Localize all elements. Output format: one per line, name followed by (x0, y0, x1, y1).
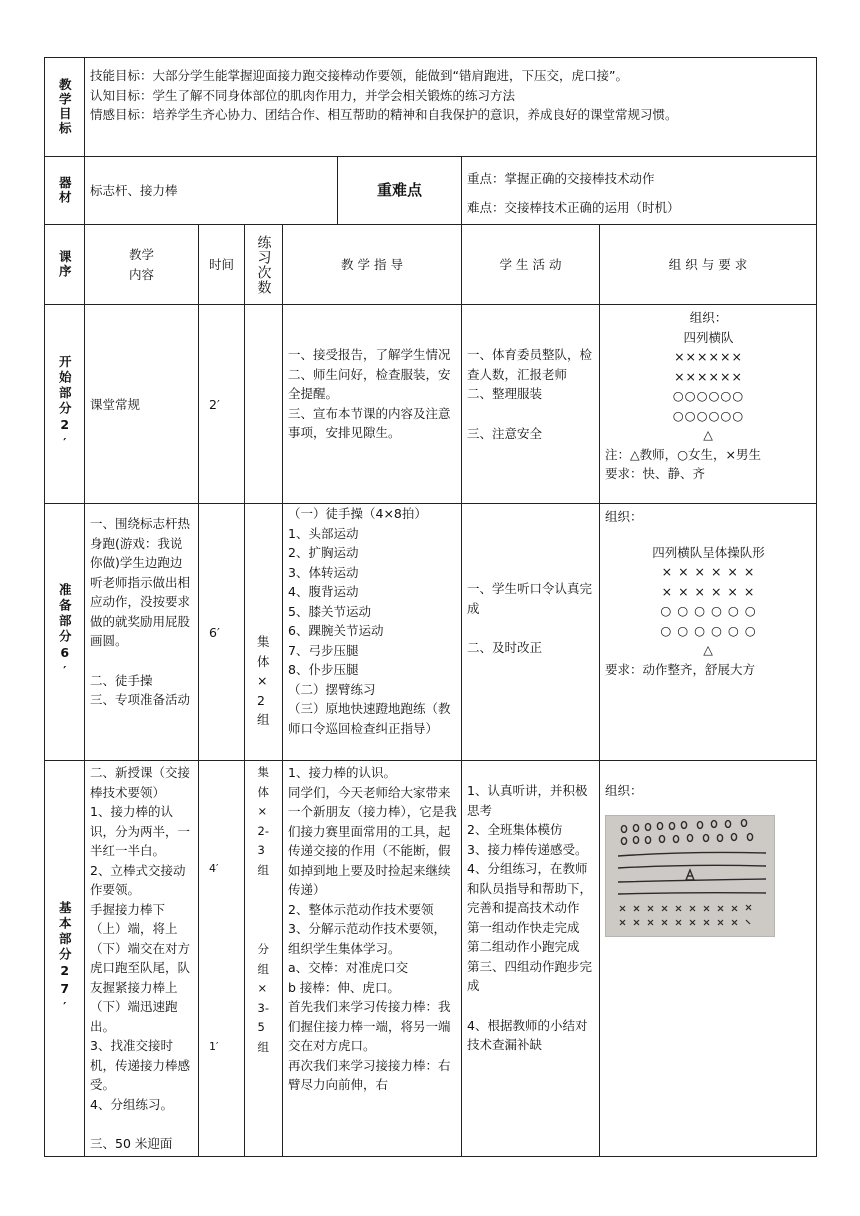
start-student-1: 一、体育委员整队，检查人数，汇报老师 (467, 347, 593, 382)
prep-guidance-item: 3、体转运动 (288, 564, 359, 580)
prep-guidance (283, 504, 462, 761)
prep-section-row (45, 504, 817, 761)
equipment-row (45, 157, 817, 225)
prep-formation-row: × × × × × × (661, 564, 756, 579)
col-content-line2: 内容 (128, 266, 154, 282)
prep-formation-teacher: △ (703, 642, 714, 657)
main-content-item: 三、50 米迎面 (90, 1136, 173, 1151)
prep-student-1: 一、学生听口令认真完成 (467, 581, 593, 616)
main-reps-1: 集体×2-3组 (257, 765, 269, 877)
main-content-item: 手握接力棒下（上）端，将上（下）端交在对方虎口跑至队尾，队友握紧接力棒上（下）端迅速跑出。 (90, 901, 191, 1034)
lesson-plan-table (44, 57, 817, 1157)
start-formation-teacher: △ (703, 427, 714, 442)
equipment-header (45, 157, 85, 225)
main-section-label-text: 基本部分27′ (57, 900, 73, 1017)
main-guidance-item: 3、分解示范动作技术要领，组织学生集体学习。 (288, 921, 446, 956)
prep-content (85, 504, 199, 761)
main-student-item: 第二组动作小跑完成 (467, 939, 580, 954)
prep-guidance-item: （三）原地快速蹬地跑练（教师口令巡回检查纠正指导） (288, 701, 451, 736)
start-content: 课堂常规 (85, 305, 199, 504)
main-guidance-item: 1、接力棒的认识。 (288, 765, 396, 780)
objectives-header-text: 教学目标 (57, 78, 73, 136)
start-org-title: 组织： (689, 310, 728, 325)
main-guidance (283, 761, 462, 1157)
main-guidance-item: 首先我们来学习传接力棒：我们握住接力棒一端，将另一端交在对方虎口。 (288, 999, 451, 1053)
prep-content-3: 三、专项准备活动 (90, 692, 191, 707)
prep-guidance-item: 1、头部运动 (288, 525, 359, 541)
start-org-formation-name: 四列横队 (683, 329, 734, 345)
prep-formation-row: ○ ○ ○ ○ ○ ○ (660, 622, 757, 638)
prep-guidance-item: 8、仆步压腿 (288, 662, 359, 677)
col-content (85, 225, 199, 305)
start-org-note: 注：△教师，○女生，×男生 (605, 446, 761, 462)
prep-guidance-item: 2、扩胸运动 (288, 545, 359, 560)
prep-org-formation-name: 四列横队呈体操队形 (652, 544, 765, 560)
start-student-3: 三、注意安全 (467, 425, 543, 441)
objectives-cell (85, 58, 817, 157)
main-reps-2: 分组×3-5组 (257, 942, 269, 1054)
prep-guidance-item: 4、腹背运动 (288, 584, 359, 599)
main-org-title: 组织： (605, 783, 643, 798)
col-student: 学 生 活 动 (462, 225, 600, 305)
prep-guidance-item: 7、弓步压腿 (288, 642, 359, 658)
main-student-item: 第三、四组动作跑步完成 (467, 958, 593, 993)
prep-formation-row: × × × × × × (661, 583, 756, 599)
prep-content-1: 一、围绕标志杆热身跑(游戏：我说你做)学生边跑边听老师指示做出相应动作，没按要求做的就奖励用屁股画圆。 (90, 516, 191, 648)
prep-student-2: 二、及时改正 (467, 640, 543, 655)
prep-reps-text: 集体×2组 (257, 634, 270, 727)
difficulty-header-text: 重难点 (376, 180, 422, 199)
main-content (85, 761, 199, 1157)
equipment-value: 标志杆、接力棒 (85, 157, 338, 225)
main-content-item: 1、接力棒的认识，分为两半，一半红一半白。 (90, 804, 191, 858)
start-section-label (45, 305, 85, 504)
prep-time: 6′ (199, 504, 245, 761)
start-student (462, 305, 600, 504)
start-time: 2′ (199, 305, 245, 504)
start-formation-row: ×××××× (674, 349, 743, 364)
main-guidance-item: 同学们，今天老师给大家带来一个新朋友（接力棒），它是我们接力赛里面常用的工具，起传递交接的作用（不能断，假如掉到地上要及时捡起来继续传递） (288, 784, 457, 897)
start-student-2: 二、整理服装 (467, 386, 543, 401)
prep-student (462, 504, 600, 761)
main-time-2: 1′ (209, 1039, 219, 1053)
main-guidance-item: 再次我们来学习接接力棒：右臂尽力向前伸，右 (288, 1057, 451, 1092)
start-formation-row: ○○○○○○ (672, 407, 745, 423)
main-student-item: 1、认真听讲，并积极思考 (467, 783, 588, 818)
col-reps-text: 练习次数 (255, 234, 272, 295)
skill-objective: 技能目标：大部分学生能掌握迎面接力跑交接棒动作要领，能做到“错肩跑进，下压交，虎口接”。 (90, 68, 628, 83)
prep-org-title: 组织： (605, 509, 643, 524)
col-reps (245, 225, 283, 305)
main-content-item: 2、立棒式交接动作要领。 (90, 862, 186, 897)
col-organization: 组 织 与 要 求 (600, 225, 817, 305)
main-student-item: 4、根据教师的小结对技术查漏补缺 (467, 1017, 588, 1052)
prep-org-requirement: 要求：动作整齐，舒展大方 (605, 661, 756, 677)
cognitive-objective: 认知目标：学生了解不同身体部位的肌肉作用力，并学会相关锻炼的练习方法 (90, 87, 516, 103)
col-order-text: 课序 (57, 250, 73, 279)
main-organization (600, 761, 817, 1157)
col-content-line1: 教学 (128, 247, 154, 262)
main-student-item: 4、分组练习，在教师和队员指导和帮助下，完善和提高技术动作 (467, 861, 593, 915)
col-guidance: 教 学 指 导 (283, 225, 462, 305)
formation-sketch-image (606, 816, 774, 936)
formation-photo (605, 815, 775, 937)
objectives-header (45, 58, 85, 157)
column-header-row (45, 225, 817, 305)
start-section-row (45, 305, 817, 504)
main-time (199, 761, 245, 1157)
main-student (462, 761, 600, 1157)
start-guidance (283, 305, 462, 504)
affective-objective: 情感目标：培养学生齐心协力、团结合作、相互帮助的精神和自我保护的意识，养成良好的课堂常规习惯。 (90, 107, 678, 122)
col-order (45, 225, 85, 305)
main-time-1: 4′ (209, 862, 219, 875)
equipment-header-text: 器材 (57, 176, 73, 205)
prep-guidance-item: 5、膝关节运动 (288, 603, 371, 619)
start-section-label-text: 开始部分2′ (57, 355, 73, 453)
main-guidance-item: a、交棒：对准虎口交 (288, 960, 409, 975)
start-reps (245, 305, 283, 504)
start-guidance-3: 三、宣布本节课的内容及注意事项，安排见隙生。 (288, 405, 451, 440)
start-org-requirement: 要求：快、静、齐 (605, 466, 706, 481)
prep-section-label-text: 准备部分6′ (57, 583, 73, 681)
difficult-point: 难点：交接棒技术正确的运用（时机） (467, 199, 680, 215)
main-student-item: 第一组动作快走完成 (467, 919, 580, 935)
start-guidance-2: 二、师生问好，检查服装，安全提醒。 (288, 366, 451, 401)
main-section-row (45, 761, 817, 1157)
main-content-item: 3、找准交接时机，传递接力棒感受。 (90, 1038, 191, 1092)
col-time: 时间 (199, 225, 245, 305)
prep-guidance-item: （二）摆臂练习 (288, 681, 376, 697)
prep-organization (600, 504, 817, 761)
prep-reps (245, 504, 283, 761)
main-reps (245, 761, 283, 1157)
main-content-item: 4、分组练习。 (90, 1096, 173, 1112)
prep-guidance-item: 6、踝腕关节运动 (288, 623, 384, 638)
main-student-item: 3、接力棒传递感受。 (467, 841, 588, 857)
prep-guidance-item: （一）徒手操（4×8拍） (288, 506, 427, 521)
difficulty-header (338, 157, 462, 225)
start-formation-row: ○○○○○○ (672, 388, 745, 403)
start-organization (600, 305, 817, 504)
main-section-label (45, 761, 85, 1157)
key-point: 重点：掌握正确的交接棒技术动作 (467, 171, 655, 186)
prep-formation-row: ○ ○ ○ ○ ○ ○ (660, 603, 757, 618)
prep-content-2: 二、徒手操 (90, 672, 153, 688)
objectives-row (45, 58, 817, 157)
main-guidance-item: 2、整体示范动作技术要领 (288, 901, 434, 917)
key-points-cell (462, 157, 817, 225)
main-content-item: 二、新授课（交接棒技术要领） (90, 765, 191, 800)
main-student-item: 2、全班集体模仿 (467, 822, 563, 837)
start-guidance-1: 一、接受报告，了解学生情况 (288, 347, 451, 362)
main-guidance-item: b 接棒：伸、虎口。 (288, 979, 400, 995)
start-formation-row: ×××××× (674, 368, 743, 384)
prep-section-label (45, 504, 85, 761)
